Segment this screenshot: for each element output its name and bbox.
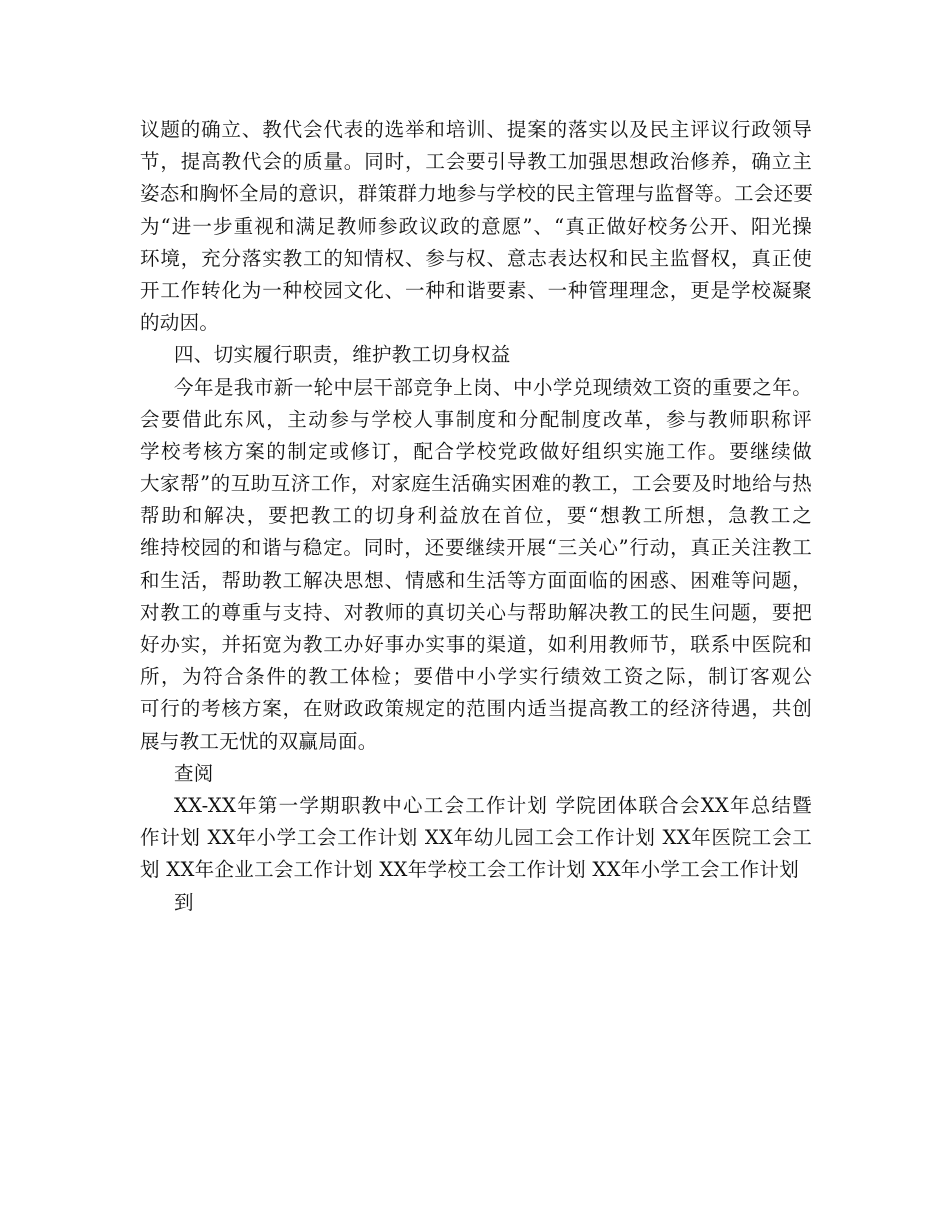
text-line: 为“进一步重视和满足教师参政议政的意愿”、“真正做好校务公开、阳光操 <box>140 214 812 238</box>
text-line: 议题的确立、教代会代表的选举和培训、提案的落实以及民主评议行政领导 <box>140 118 812 141</box>
text-line: 姿态和胸怀全局的意识，群策群力地参与学校的民主管理与监督等。工会还要 <box>140 182 814 206</box>
text-line: 大家帮”的互助互济工作，对家庭生活确实困难的教工，工会要及时地给与热 <box>140 472 812 496</box>
text-line: 对教工的尊重与支持、对教师的真切关心与帮助解决教工的民生问题，要把 <box>140 600 812 624</box>
text-line: 的动因。 <box>140 311 220 335</box>
text-line: 展与教工无忧的双赢局面。 <box>140 729 378 753</box>
related-links-line[interactable]: 作计划 XX年小学工会工作计划 XX年幼儿园工会工作计划 XX年医院工会工 <box>140 826 812 850</box>
text-line: 帮助和解决，要把教工的切身利益放在首位，要“想教工所想，急教工之 <box>140 504 812 528</box>
text-line: 环境，充分落实教工的知情权、参与权、意志表达权和民主监督权，真正使 <box>140 246 812 270</box>
text-line: 学校考核方案的制定或修订，配合学校党政做好组织实施工作。要继续做 <box>140 439 812 463</box>
section-heading: 四、切实履行职责，维护教工切身权益 <box>174 343 511 367</box>
related-links-line[interactable]: XX-XX年第一学期职教中心工会工作计划 学院团体联合会XX年总结暨 <box>174 793 812 817</box>
text-line: 好办实，并拓宽为教工办好事办实事的渠道，如利用教师节，联系中医院和 <box>140 633 812 656</box>
text-line: 开工作转化为一种校园文化、一种和谐要素、一种管理理念，更是学校凝聚 <box>140 278 812 302</box>
document-page <box>140 114 812 919</box>
see-also-label: 查阅 <box>174 761 214 785</box>
trailing-text: 到 <box>174 890 194 914</box>
text-line: 节，提高教代会的质量。同时，工会要引导教工加强思想政治修养，确立主 <box>140 150 812 174</box>
text-line: 维持校园的和谐与稳定。同时，还要继续开展“三关心”行动，真正关注教工 <box>140 536 812 560</box>
text-line: 所，为符合条件的教工体检；要借中小学实行绩效工资之际，制订客观公 <box>140 665 812 689</box>
text-line: 可行的考核方案，在财政政策规定的范围内适当提高教工的经济待遇，共创 <box>140 697 812 721</box>
text-line: 会要借此东风，主动参与学校人事制度和分配制度改革，参与教师职称评 <box>140 407 812 431</box>
text-line: 今年是我市新一轮中层干部竞争上岗、中小学兑现绩效工资的重要之年。 <box>174 375 812 399</box>
text-line: 和生活，帮助教工解决思想、情感和生活等方面面临的困惑、困难等问题， <box>140 568 812 592</box>
related-links-line[interactable]: 划 XX年企业工会工作计划 XX年学校工会工作计划 XX年小学工会工作计划 <box>140 858 799 882</box>
